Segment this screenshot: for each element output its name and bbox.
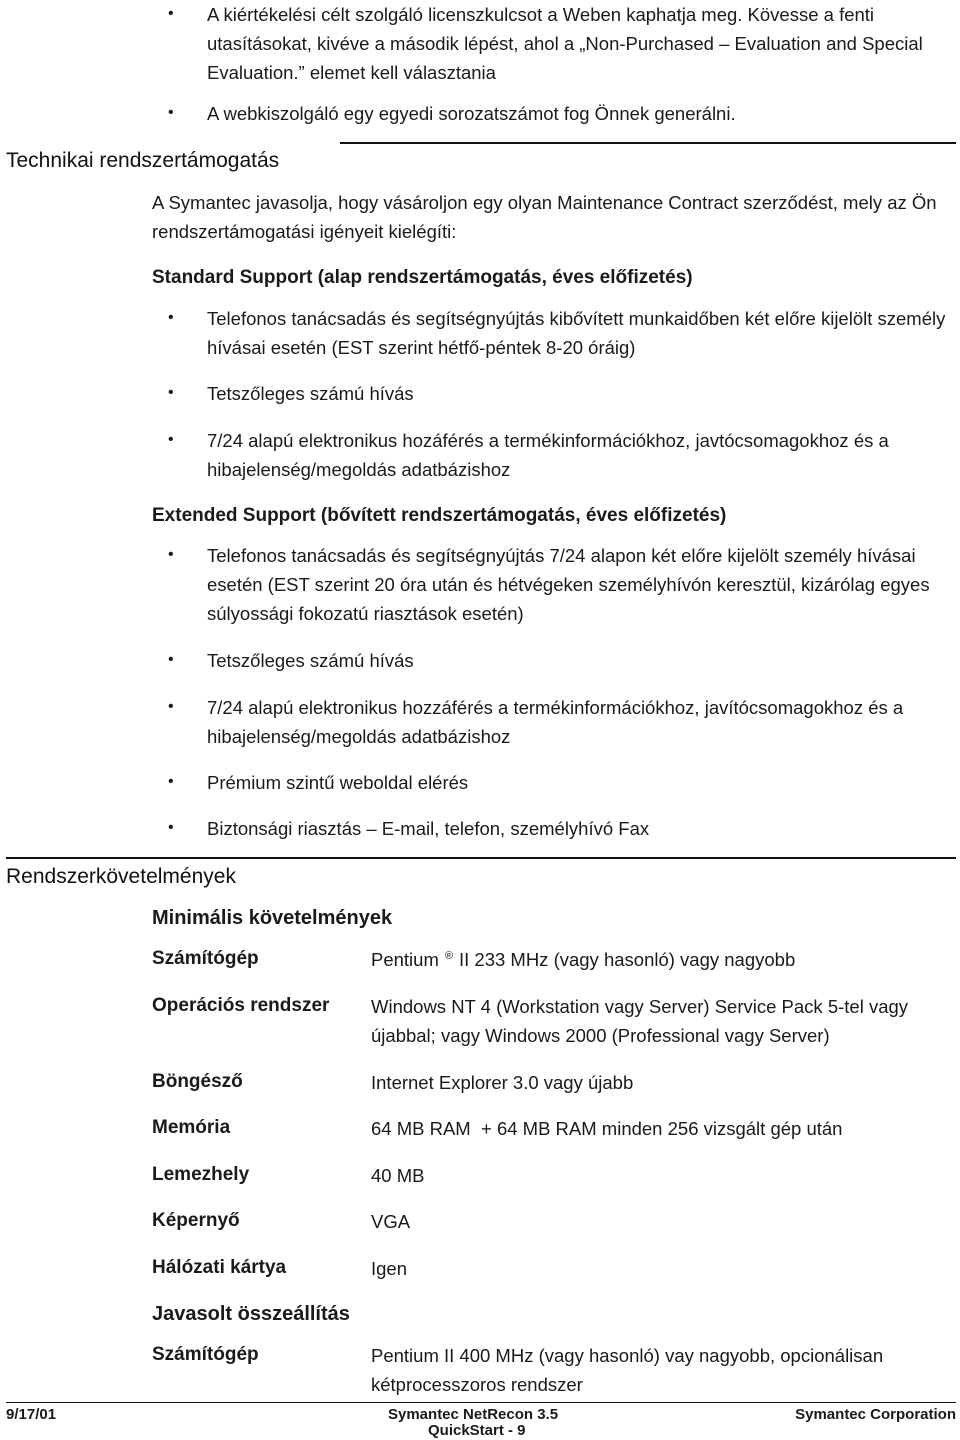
footer-product: Symantec NetRecon 3.5 [388,1406,559,1423]
rec-value-computer: Pentium II 400 MHz (vagy hasonló) vay nagyobb, opcionálisan kétprocesszoros rendszer [371,1345,884,1395]
req-label-display: Képernyő [152,1210,240,1231]
bullet-icon: • [168,546,174,563]
extended-item-4: Prémium szintű weboldal elérés [207,772,469,793]
req-value-network: Igen [371,1258,408,1279]
bullet-icon: • [168,309,174,326]
recommended-config-title: Javasolt összeállítás [152,1303,350,1325]
req-label-disk: Lemezhely [152,1164,250,1185]
footer-date: 9/17/01 [6,1406,57,1423]
extended-support-title: Extended Support (bővített rendszertámogatás, éves előfizetés) [152,505,727,526]
req-label-browser: Böngésző [152,1071,243,1092]
support-intro: A Symantec javasolja, hogy vásároljon egy olyan Maintenance Contract szerződést, mely az Ön rendszertámogatási igényeit kielégíti: [152,192,937,242]
bullet-icon: • [168,384,174,401]
top-bullet-1: A kiértékelési célt szolgáló licenszkulcsot a Weben kaphatja meg. Kövesse a fenti utasításokat, kivéve a második lépést, ahol a „Non-Purchased – Evaluation and Special Evaluation.” elemet kell választania [207,4,923,83]
extended-item-3: 7/24 alapú elektronikus hozzáférés a termékinformációkhoz, javítócsomagokhoz és a hibajelenség/megoldás adatbázishoz [207,697,904,747]
top-bullet-2: A webkiszolgáló egy egyedi sorozatszámot fog Önnek generálni. [207,103,736,124]
standard-item-1: Telefonos tanácsadás és segítségnyújtás kibővített munkaidőben két előre kijelölt személy hívásai esetén (EST szerint hétfő-péntek 8-20 óráig) [207,308,946,358]
bullet-icon: • [168,651,174,668]
extended-item-2: Tetszőleges számú hívás [207,650,414,671]
req-value-display: VGA [371,1211,411,1232]
bullet-icon: • [168,104,174,121]
standard-item-3: 7/24 alapú elektronikus hozáférés a termékinformációkhoz, javtócsomagokhoz és a hibajelenség/megoldás adatbázishoz [207,430,889,480]
bullet-icon: • [168,819,174,836]
req-value-browser: Internet Explorer 3.0 vagy újabb [371,1072,634,1093]
bullet-icon: • [168,431,174,448]
rec-label-computer: Számítógép [152,1344,259,1365]
bullet-icon: • [168,698,174,715]
bullet-icon: • [168,773,174,790]
req-label-computer: Számítógép [152,948,259,969]
req-value-disk: 40 MB [371,1165,425,1186]
standard-item-2: Tetszőleges számú hívás [207,383,414,404]
extended-item-5: Biztonsági riasztás – E-mail, telefon, személyhívó Fax [207,818,650,839]
section-rule-requirements [6,857,956,859]
section-heading-support: Technikai rendszertámogatás [6,149,280,172]
req-label-os: Operációs rendszer [152,995,330,1016]
extended-item-1: Telefonos tanácsadás és segítségnyújtás 7/24 alapon két előre kijelölt személy hívásai esetén (EST szerint 20 óra után és hétvégeken személyhívón keresztül, kizárólag egyes súlyossági fokozatú riasztások esetén) [207,545,930,624]
req-label-memory: Memória [152,1117,231,1138]
req-label-network: Hálózati kártya [152,1257,287,1278]
minimal-requirements-title: Minimális követelmények [152,907,393,929]
req-value-memory: 64 MB RAM + 64 MB RAM minden 256 vizsgált gép után [371,1118,843,1139]
req-value-os: Windows NT 4 (Workstation vagy Server) Service Pack 5-tel vagy újabbal; vagy Windows 2000 (Professional vagy Server) [371,996,909,1046]
bullet-icon: • [168,5,174,22]
req-value-computer: Pentium ® II 233 MHz (vagy hasonló) vagy nagyobb [371,949,796,970]
footer-rule [6,1402,956,1403]
section-rule-support [340,142,956,144]
standard-support-title: Standard Support (alap rendszertámogatás, éves előfizetés) [152,267,693,288]
footer-company: Symantec Corporation [795,1406,956,1423]
section-heading-requirements: Rendszerkövetelmények [6,865,236,888]
footer-page: QuickStart - 9 [428,1422,526,1439]
registered-mark: ® [444,950,453,962]
